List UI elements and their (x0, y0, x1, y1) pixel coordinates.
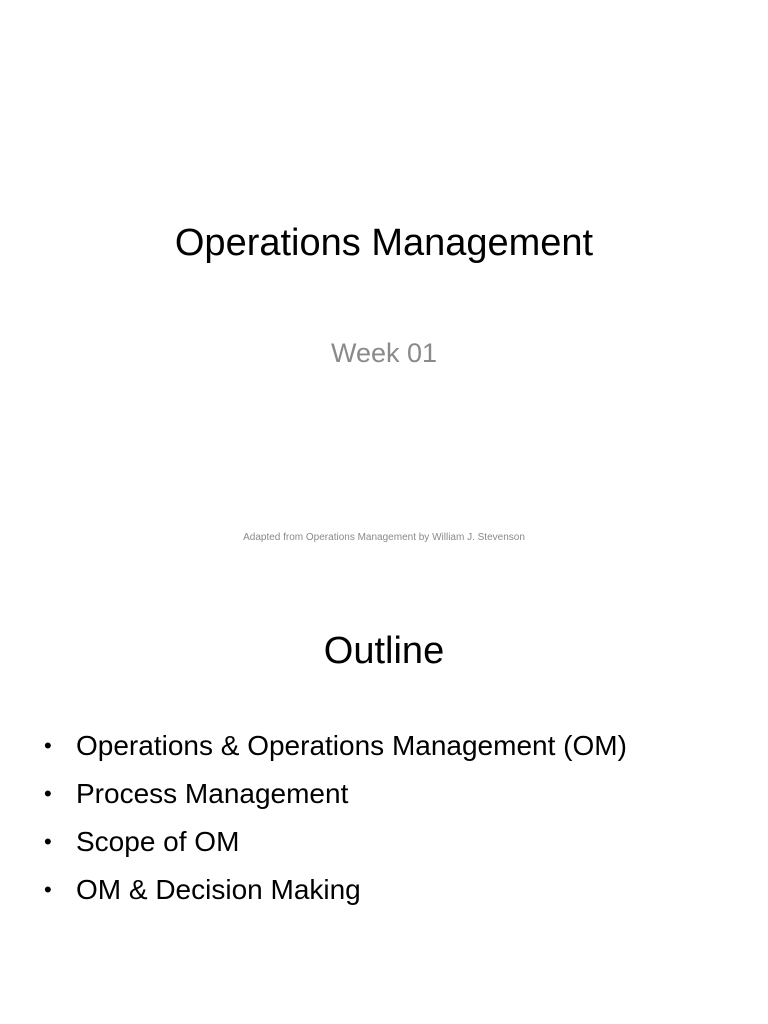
outline-item (44, 722, 627, 770)
outline-item-text: Operations & Operations Management (OM) (76, 730, 627, 761)
outline-item-text: OM & Decision Making (76, 874, 361, 905)
bullet-icon: • (44, 877, 52, 902)
bullet-icon: • (44, 733, 52, 758)
outline-item-text: Process Management (76, 778, 349, 809)
bullet-icon: • (44, 829, 52, 854)
outline-item (44, 866, 627, 914)
slide-subtitle: Week 01 (330, 338, 438, 368)
outline-title: Outline (323, 630, 445, 672)
outline-item (44, 770, 627, 818)
outline-item (44, 818, 627, 866)
slide-title: Operations Management (174, 222, 594, 264)
outline-slide (0, 576, 768, 1024)
slide-footer: Adapted from Operations Management by William J. Stevenson (243, 532, 525, 543)
outline-item-text: Scope of OM (76, 826, 240, 857)
outline-list (44, 722, 627, 914)
bullet-icon: • (44, 781, 52, 806)
